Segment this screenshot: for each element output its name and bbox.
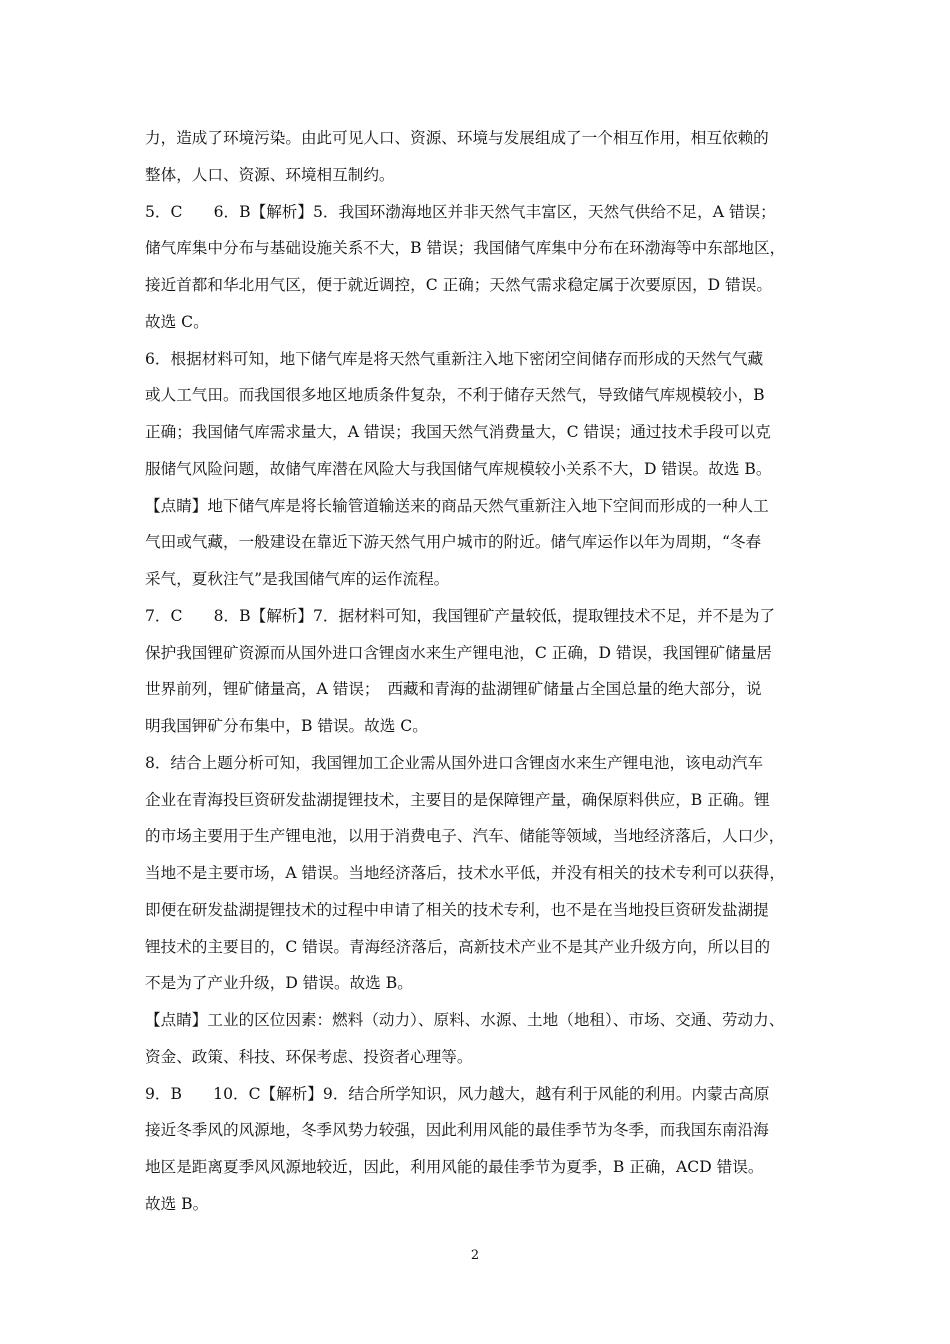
text-line: 储气库集中分布与基础设施关系不大，B 错误；我国储气库集中分布在环渤海等中东部地区， — [145, 239, 786, 258]
body-text — [145, 120, 815, 1223]
text-line: 7．C 8．B【解析】7．据材料可知，我国锂矿产量较低，提取锂技术不足，并不是为了 — [145, 606, 776, 625]
text-line: 气田或气藏，一般建设在靠近下游天然气用户城市的附近。储气库运作以年为周期，“冬春 — [145, 533, 762, 552]
text-line: 即便在研发盐湖提锂技术的过程中申请了相关的技术专利，也不是在当地投巨资研发盐湖提 — [145, 900, 769, 919]
text-line: 5．C 6．B【解析】5．我国环渤海地区并非天然气丰富区，天然气供给不足，A 错误； — [145, 202, 776, 221]
text-line: 整体，人口、资源、环境相互制约。 — [145, 165, 395, 184]
text-line: 的市场主要用于生产锂电池，以用于消费电子、汽车、储能等领域，当地经济落后，人口少， — [145, 827, 785, 846]
text-line: 故选 C。 — [145, 312, 209, 331]
text-line: 【点睛】工业的区位因素：燃料（动力）、原料、水源、土地（地租）、市场、交通、劳动力、 — [145, 1011, 785, 1029]
text-line: 保护我国锂矿资源而从国外进口含锂卤水来生产锂电池，C 正确，D 错误，我国锂矿储量居 — [145, 643, 772, 662]
text-line: 采气，夏秋注气”是我国储气库的运作流程。 — [145, 570, 450, 588]
text-line: 6．根据材料可知，地下储气库是将天然气重新注入地下密闭空间储存而形成的天然气气藏 — [145, 349, 764, 368]
text-line: 正确；我国储气库需求量大，A 错误；我国天然气消费量大，C 错误；通过技术手段可以克 — [145, 423, 771, 441]
text-line: 接近冬季风的风源地，冬季风势力较强，因此利用风能的最佳季节为冬季，而我国东南沿海 — [145, 1121, 769, 1140]
text-line: 明我国钾矿分布集中，B 错误。故选 C。 — [145, 717, 428, 735]
text-line: 8．结合上题分析可知，我国锂加工企业需从国外进口含锂卤水来生产锂电池，该电动汽车 — [145, 753, 764, 772]
text-line: 故选 B。 — [145, 1194, 209, 1213]
text-line: 力，造成了环境污染。由此可见人口、资源、环境与发展组成了一个相互作用，相互依赖的 — [145, 129, 769, 147]
text-line: 9．B 10．C【解析】9．结合所学知识，风力越大，越有利于风能的利用。内蒙古高原 — [145, 1084, 770, 1103]
page-number: 2 — [470, 1248, 480, 1263]
text-line: 当地不是主要市场，A 错误。当地经济落后，技术水平低，并没有相关的技术专利可以获得， — [145, 864, 785, 882]
text-line: 或人工气田。而我国很多地区地质条件复杂，不利于储存天然气，导致储气库规模较小，B — [145, 386, 765, 405]
text-line: 【点睛】地下储气库是将长输管道输送来的商品天然气重新注入地下空间而形成的一种人工 — [145, 496, 769, 515]
text-line: 地区是距离夏季风风源地较近，因此，利用风能的最佳季节为夏季，B 正确，ACD 错误。 — [145, 1158, 764, 1176]
text-line: 企业在青海投巨资研发盐湖提锂技术，主要目的是保障锂产量，确保原料供应，B 正确。锂 — [145, 790, 770, 809]
text-line: 锂技术的主要目的，C 错误。青海经济落后，高新技术产业不是其产业升级方向，所以目的 — [145, 937, 771, 956]
text-line: 资金、政策、科技、环保考虑、投资者心理等。 — [145, 1047, 473, 1066]
text-line: 服储气风险问题，故储气库潜在风险大与我国储气库规模较小关系不大，D 错误。故选 B。 — [145, 459, 772, 478]
text-line: 世界前列，锂矿储量高，A 错误； 西藏和青海的盐湖锂矿储量占全国总量的绝大部分，说 — [145, 680, 762, 699]
text-line: 不是为了产业升级，D 错误。故选 B。 — [145, 974, 413, 993]
text-line: 接近首都和华北用气区，便于就近调控，C 正确；天然气需求稳定属于次要原因，D 错误。 — [145, 276, 772, 294]
